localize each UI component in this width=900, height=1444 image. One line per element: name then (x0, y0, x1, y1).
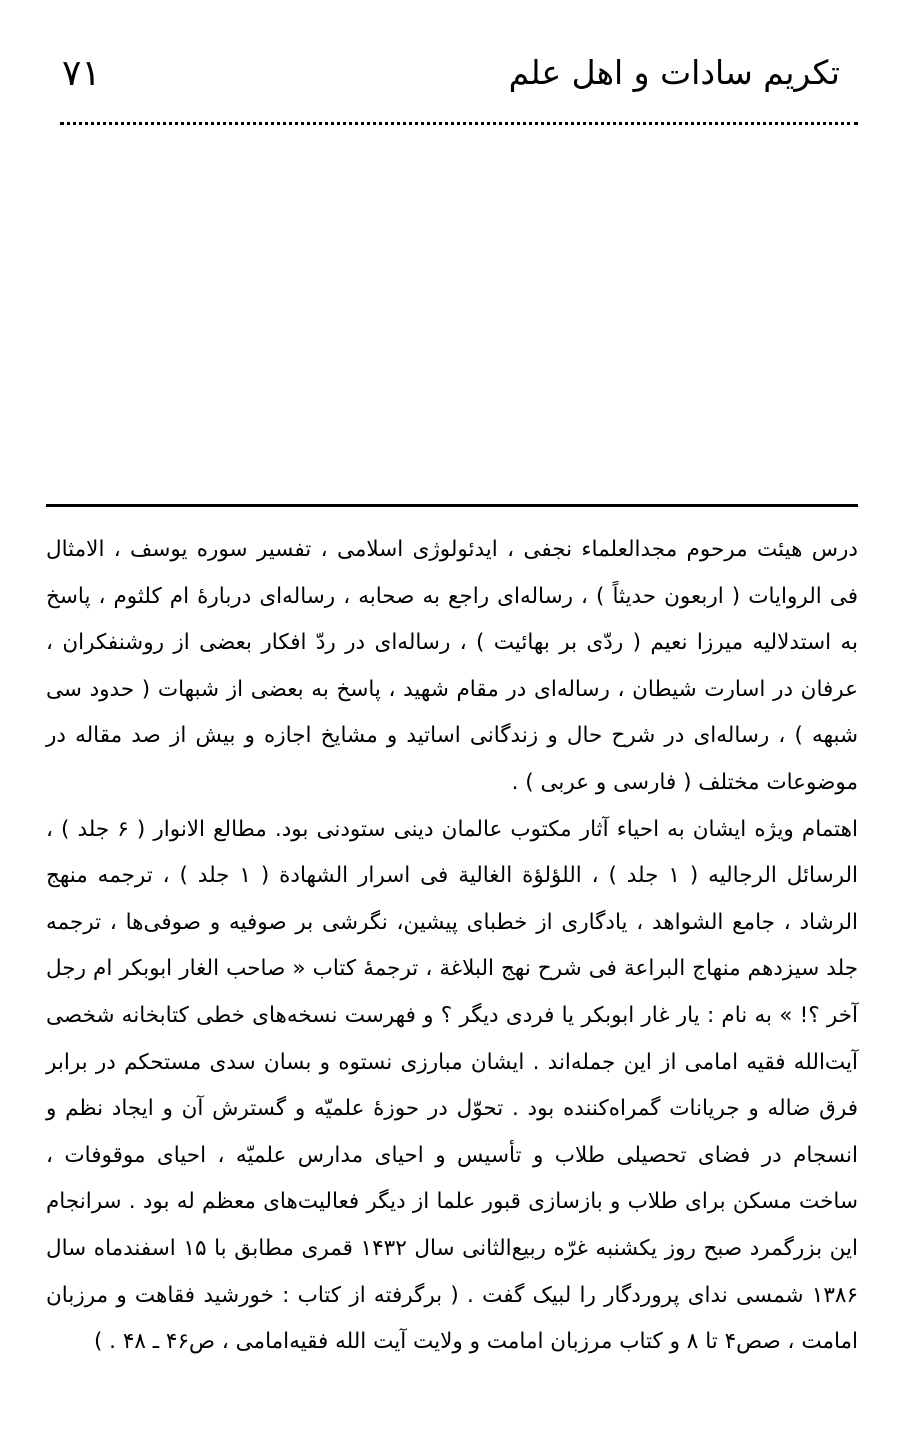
footnote-block (46, 527, 858, 1366)
header-dotted-divider (60, 122, 858, 125)
page-number: ۷۱ (62, 53, 101, 94)
running-title: تکریم سادات و اهل علم (508, 53, 840, 92)
footnote-paragraph: درس هیئت مرحوم مجدالعلماء نجفی ، ایدئولوژی اسلامی ، تفسیر سوره یوسف ، الامثال فی الروایات ( اربعون حدیثاً ) ، رساله‌ای راجع به صحابه ، رساله‌ای دربارهٔ ام کلثوم ، پاسخ به استدلالیه میرزا نعیم ( ردّی بر بهائیت ) ، رساله‌ای در ردّ افکار بعضی از روشنفکران ، عرفان در اسارت شیطان ، رساله‌ای در مقام شهید ، پاسخ به بعضی از شبهات ( حدود سی شبهه ) ، رساله‌ای در شرح حال و زندگانی اساتید و مشایخ اجازه و بیش از صد مقاله در موضوعات مختلف ( فارسی و عربی ) . (46, 537, 858, 795)
footnote-paragraph: اهتمام ویژه ایشان به احیاء آثار مکتوب عالمان دینی ستودنی بود. مطالع الانوار ( ۶ جلد ) ، الرسائل الرجالیه ( ۱ جلد ) ، اللؤلؤة الغالیة فی اسرار الشهادة ( ۱ جلد ) ، ترجمه منهج الرشاد ، جامع الشواهد ، یادگاری از خطبای پیشین، نگرشی بر صوفیه و صوفی‌ها ، ترجمه جلد سیزدهم منهاج البراعة فی شرح نهج البلاغة ، ترجمهٔ کتاب « صاحب الغار ابوبکر ام رجل آخر ؟! » به نام : یار غار ابوبکر یا فردی دیگر ؟ و فهرست نسخه‌های خطی کتابخانه شخصی آیت‌الله فقیه امامی‏‌ از این جمله‌اند . ایشان مبارزی نستوه و بسان سدی مستحکم در برابر فرق ضاله و جریانات گمراه‌کننده بود . تحوّل در حوزهٔ علمیّه و گسترش آن و ایجاد نظم و انسجام در فضای تحصیلی طلاب و تأسیس و احیای مدارس علمیّه ، احیای موقوفات ، ساخت مسکن برای طلاب و بازسازی قبور علما از دیگر فعالیت‌های معظم له بود . سرانجام این بزرگمرد صبح روز یکشنبه غرّه ربیع‌الثانی سال ۱۴۳۲ قمری مطابق با ۱۵ اسفندماه سال ۱۳۸۶ شمسی ندای پروردگار را لبیک گفت . ( برگرفته از کتاب : خورشید فقاهت و مرزبان امامت ، صص۴ تا ۸ و کتاب مرزبان امامت و ولایت آیت الله فقیه‌امامی ، ص۴۶ ـ ۴۸ . ) (46, 816, 858, 1355)
footnote-rule (46, 504, 858, 507)
